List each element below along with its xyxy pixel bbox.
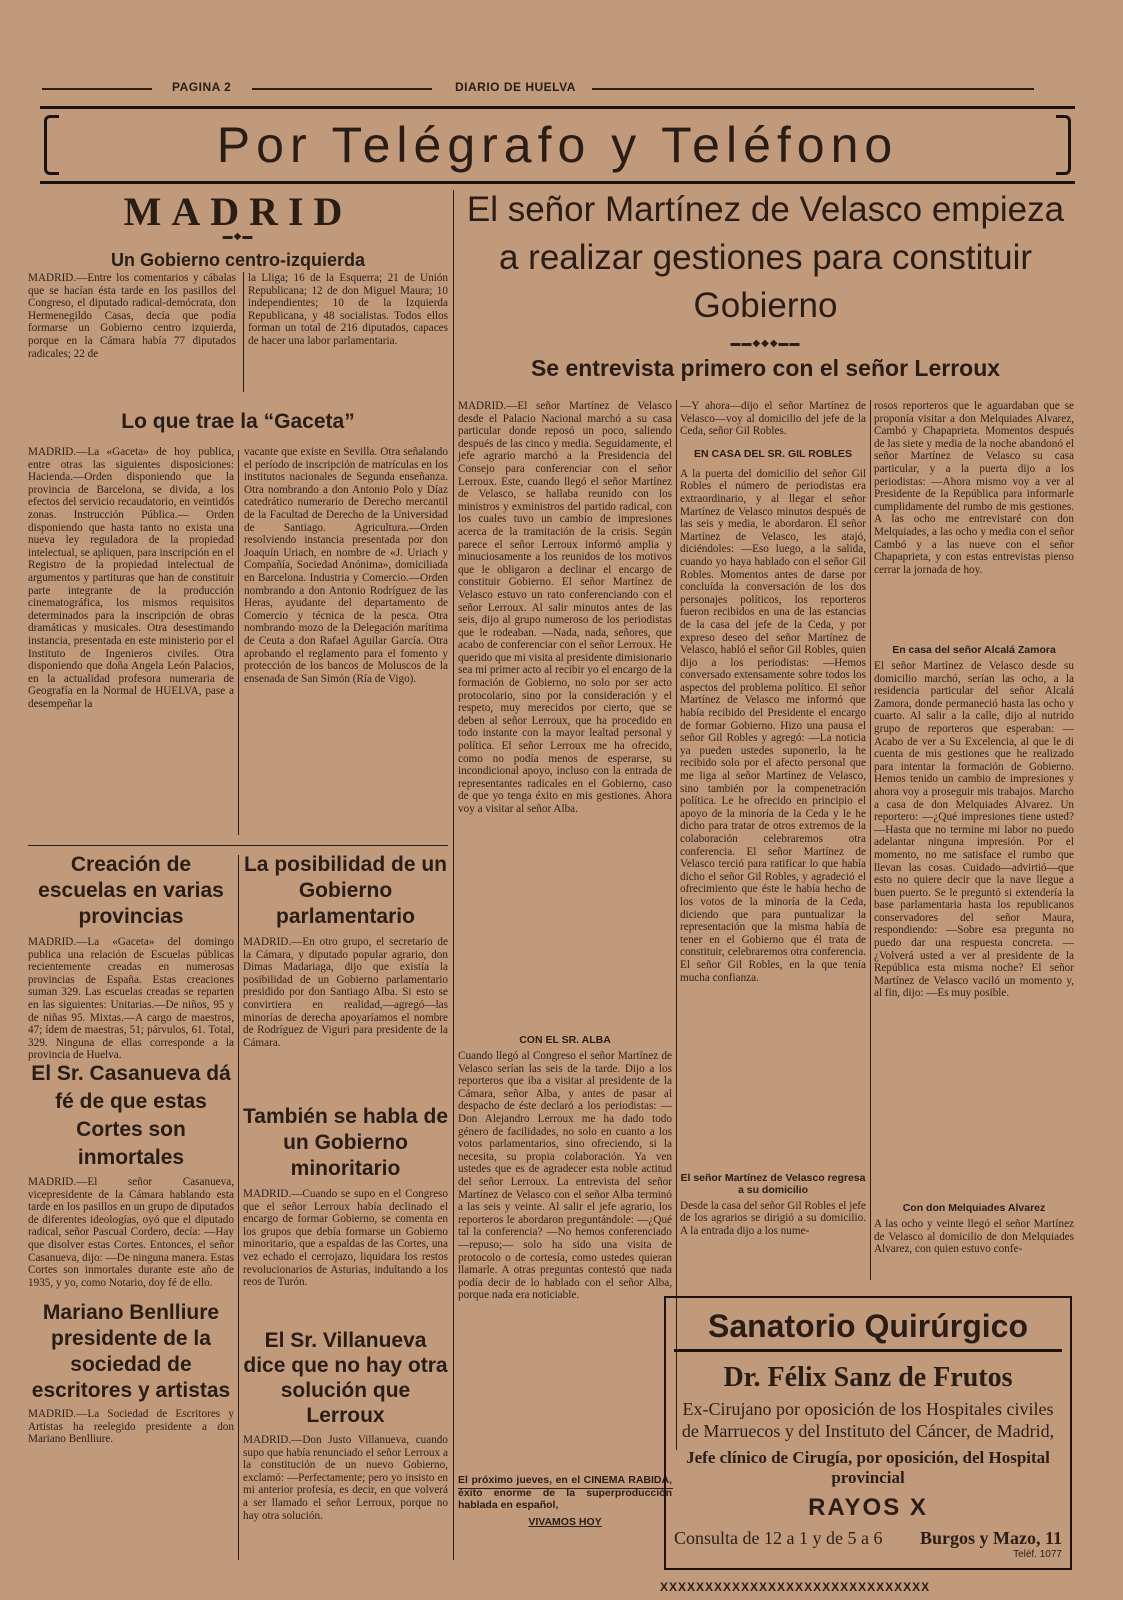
ad-xray: RAYOS X [808, 1494, 928, 1521]
a2-body-2: vacante que existe en Sevilla. Otra señalando el período de inscripción de matrículas en los institutos nacionales de Segunda enseñanza. Otra nombrando a don Antonio Polo y Díaz catedrático numerario de Derecho mercantil de la Facultad de Derecho de la Universidad de Santiago. Agricultura.—Orden resolviendo instancia presentada por don Joaquín Uriach, en nombre de «J. Uriach y Compañía, Sociedad Anónima», domiciliada en Barcelona. Industria y Comercio.—Orden nombrando a don Antonio Rodríguez de las Heras, ayudante del departamento de Comercio y técnica de la pesca. Otra nombrando mozo de la Delegación marítima de Ceuta a don Rafael Aguilar García. Otra aprobando el reglamento para el fomento y protección de los bancos de Moluscos de la ensenada de San Simón (Ría de Vigo). [244, 446, 448, 685]
main-col3b-body-wrap [874, 660, 1074, 1198]
brace-right-ornament [1056, 115, 1071, 175]
column-divider-main [453, 190, 454, 1560]
cinema-notice [458, 1474, 672, 1528]
ornament-divider: ▬◆▬ [222, 231, 254, 242]
main-subhead: Se entrevista primero con el señor Lerroux [530, 355, 1001, 381]
ornament-divider-main: ▬▬◆◆◆▬▬ [730, 338, 801, 349]
a2-col2 [244, 446, 448, 836]
main-col1b-body: Cuando llegó al Congreso el señor Martínez de Velasco serían las seis de la tarde. Dijo a los reporteros que iba a visitar al presidente de la Cámara, señor Alba, y antes de pasar al despacho de éste declaró a los periodistas: —Don Alejandro Lerroux me ha dado todo género de facilidades, no solo en cuanto a los votos parlamentarios, sino ofreciendo, si la necesita, su propia colaboración. Ya ven ustedes que es de agradecer esta noble actitud del señor Lerroux. La entrevista del señor Martínez de Velasco con el señor Alba terminó a las seis y veinte. Al salir el jefe agrario, los reporteros le abordaron preguntándole: —¿Qué tal la conferencia? —No hemos conferenciado—repuso;— solo ha sido una visita de protocolo o de cortesía, como ustedes quieran llamarle. A otras preguntas contestó que nada podía decir de lo hablado con el señor Alba, porque nada era noticiable. [458, 1050, 672, 1302]
villanueva-body-wrap [243, 1434, 448, 1554]
column-divider-left-bottom [238, 855, 239, 1560]
benlliure-title: Mariano Benlliure presidente de la sociedad de escritores y artistas [31, 1301, 231, 1402]
a1-body-2: la Lliga; 16 de la Esquerra; 21 de Unión Republicana; 12 de don Miguel Maura; 10 independientes; 10 de la Izquierda Republicana, y 48 socialistas. Todos ellos forman un total de 216 diputados, capaces de hacer una labor parlamentaria. [248, 272, 448, 347]
parlamentario-body-wrap [243, 936, 448, 1096]
ad-line-1: Ex-Cirujano por oposición de los Hospitales civiles [682, 1399, 1054, 1419]
escuelas-body: MADRID.—La «Gaceta» del domingo publica una relación de Escuelas públicas recientemente creadas en numerosas provincias de España. Estas creaciones suman 329. Las escuelas creadas se reparten en las siguientes: Unitarias.—De niños, 95 y de niñas 95. Mixtas.—A cargo de maestros, 47; ídem de maestras, 51; párvulos, 61. Total, 329. Ninguna de ellas corresponde a la provincia de Huelva. [28, 936, 234, 1062]
main-col-3 [874, 400, 1074, 1286]
minoritario-title: También se habla de un Gobierno minoritario [243, 1105, 449, 1180]
main-col-1 [458, 400, 672, 1566]
page-number: PAGINA 2 [172, 80, 232, 94]
a2-title: Lo que trae la “Gaceta” [121, 410, 355, 433]
ad-hours: Consulta de 12 a 1 y de 5 a 6 [674, 1528, 883, 1548]
main-col3c-body: A las ocho y veinte llegó el señor Martínez de Velasco al domicilio de don Melquiades Alvarez, con quien estuvo confe- [874, 1218, 1074, 1256]
header-rule-right [592, 88, 1034, 90]
column-divider-gaceta [238, 450, 239, 835]
a2-col1 [28, 446, 234, 836]
a2-body-1: MADRID.—La «Gaceta» de hoy publica, entre otras las siguientes disposiciones: Hacienda.—Orden disponiendo que la provincia de Barcelona, se divida, a los efectos del servicio recaudatorio, en veintidós zonas. Instrucción Pública.— Orden disponiendo que hasta tanto no exista una nueva ley reguladora de la propiedad intelectual, se apliquen, para inscripción en el Registro de la propiedad intelectual de argumentos y partituras que han de constituir parte integrante de la producción cinematográfica, los mismos requisitos determinados para la inscripción de obras dramáticas y musicales. Otra desestimando instancia, presentada en este ministerio por el Instituto de Ingenieros civiles. Otra disponiendo que doña Angela León Palacios, en la actualidad profesora numeraria de Geografía en la Normal de HUELVA, pase a desempeñar la [28, 446, 234, 710]
main-col1-body: MADRID.—El señor Martínez de Velasco desde el Palacio Nacional marchó a su casa particular donde reposó un poco, saliendo después de las cinco y media. Seguidamente, el jefe agrario marchó a la Presidencia del Consejo para conferenciar con el señor Lerroux. Este, cuando llegó el señor Martínez de Velasco, se hallaba reunido con los ministros y exministros del partido radical, con los cuales tuvo un cambio de impresiones acerca de la tramitación de la crisis. Según parece el señor Lerroux informó amplia y minuciosamente a los reunidos de los motivos que le obligaron a declinar el encargo de constituir Gobierno. El señor Martínez de Velasco estuvo un rato conferenciando con el señor Lerroux. Al salir minutos antes de las seis, dijo al grupo numeroso de los periodistas que le rodeaban. —Nada, nada, señores, que acabo de conferenciar con el señor Lerroux. He querido que mi visita al presidente dimisionario sea mi primer acto al recibir yo el encargo de la formación de Gobierno, no solo por ser acto protocolario, sino por la consideración y el respeto, muy merecidos por cierto, que se deben al señor Lerroux, que ha procedido en todo instante con la mayor lealtad personal y política. El señor Lerroux me ha ofrecido, como no podía menos de esperarse, su incondicional apoyo, incluso con la entrada de representantes radicales en el Gobierno, caso de que yo tenga éxito en mis gestiones. Ahora voy a visitar al señor Alba. [458, 400, 672, 815]
column-divider-a1 [243, 272, 244, 392]
left-bottom-col-a [28, 852, 234, 1562]
parlamentario-title: La posibilidad de un Gobierno parlamentario [243, 853, 447, 928]
madrid-title: MADRID [123, 189, 353, 234]
main-col2b-body: Desde la casa del señor Gil Robles el jefe de los agrarios se dirigió a su domicilio. A la entrada dijo a los nume- [680, 1199, 866, 1237]
main-headline: El señor Martínez de Velasco empieza a realizar gestiones para constituir Gobierno [466, 190, 1065, 325]
x-ornament-row: XXXXXXXXXXXXXXXXXXXXXXXXXXXXXX [660, 1580, 931, 1594]
a1-col2 [248, 272, 448, 398]
main-col3b-body: El señor Martínez de Velasco desde su domicilio marchó, serían las ocho, a la residencia particular del señor Alcalá Zamora, donde permaneció hasta las ocho y cuarto. Al salir a la calle, dijo al nutrido grupo de reporteros que esperaban: —Acabo de ver a Su Excelencia, al que le di cuenta de mis gestiones que he realizado para intentar la formación de Gobierno. Hemos tenido un cambio de impresiones y ahora voy a proseguir mis trabajos. Marcho a casa de don Melquiades Alvarez. Un reportero: —¿Qué impresiones tiene usted? —Hasta que no termine mi labor no puedo adelantar ninguna impresión. Por el momento, no me satisface el rumbo que llevan las cosas. Cuidado—advirtió—que esto no quiere decir que la nave llegue a buen puerto. Se le preguntó si extendería la base parlamentaria hasta los republicanos conservadores del señor Maura, respondiendo: —Sobre esa pregunta no puedo dar una respuesta concreta. —¿Volverá usted a ver al presidente de la República esta misma noche? El señor Martínez de Velasco vaciló un momento y, al fin, dijo: —Es muy posible. [874, 660, 1074, 1000]
escuelas-body-wrap [28, 936, 234, 1062]
melquiades-subhead: Con don Melquiades Alvarez [902, 1202, 1046, 1214]
column-divider-main-1 [676, 400, 677, 1450]
main-header [458, 186, 1073, 382]
column-divider-main-2 [870, 400, 871, 1280]
ad-footer [674, 1528, 1062, 1549]
a1-body-1: MADRID.—Entre los comentarios y cábalas que se hacían ésta tarde en los pasillos del Congreso, el diputado radical-demócrata, don Hermenegildo Casas, decía que podía formarse un Gobierno centro izquierda, porque en la Cámara había 77 diputados radicales; 22 de [28, 272, 236, 360]
newspaper-name: DIARIO DE HUELVA [455, 80, 576, 94]
a1-col1 [28, 272, 236, 398]
main-col3-body-wrap [874, 400, 1074, 640]
casanueva-body-wrap [28, 1176, 234, 1294]
ad-line-3: Jefe clínico de Cirugía, por oposición, del Hospital provincial [686, 1448, 1050, 1487]
main-col2-body: A la puerta del domicilio del señor Gil Robles el número de periodistas era extraordinario, y al llegar el señor Martínez de Velasco minutos después de las seis y media, le abordaron. El señor Martínez de Velasco, les atajó, diciéndoles: —Eso luego, a la salida, cuando yo haya hablado con el señor Gil Robles. Momentos antes de darse por concluída la conversación de los dos personajes políticos, los reporteros fueron recibidos en una de las estancias de la casa del jefe de la Ceda, y por expreso deseo del señor Martínez de Velasco, habló el señor Gil Robles, quien dijo a los periodistas: —Hemos conversado extensamente sobre todos los aspectos del problema político. El señor Martínez de Velasco me informó que había recibido del Presidente el encargo de formar Gobierno. Hizo una pausa el señor Gil Robles y agregó: —La noticia ya pueden ustedes suponerlo, la he recibido solo por el afecto personal que me liga al señor Martínez de Velasco, sino también por la compenetración política. Le he ofrecido en principio el apoyo de la minoría de la Ceda y le he dicho para tratar de otros extremos de la colaboración celebraremos otra conferencia. El señor Martínez de Velasco terció para ratificar lo que había dicho el señor Gil Robles, y agradeció el ofrecimiento que éste le había hecho de los votos de la minoría de la Ceda, diciendo que para puntualizar la representación que la misma había de tener en el Gobierno que él trata de constituir, celebraremos otra conferencia. El señor Gil Robles, en la que tenía mucha confianza. [680, 467, 866, 984]
header-rule-left [42, 88, 152, 90]
section-divider-left [28, 845, 448, 846]
parlamentario-body: MADRID.—En otro grupo, el secretario de la Cámara, y diputado popular agrario, don Dimas Madariaga, dijo que existía la posibilidad de un Gobierno parlamentario presidido por don Santiago Alba. Si esto se convirtiera en realidad,—agregó—las minorías de derecha apoyaríamos el nombre de Rodríguez de Viguri para presidente de la Cámara. [243, 936, 448, 1049]
ad-title: Sanatorio Quirúrgico [674, 1308, 1062, 1352]
ad-doctor: Dr. Félix Sanz de Frutos [723, 1362, 1013, 1393]
gil-robles-subhead: EN CASA DEL SR. GIL ROBLES [694, 447, 852, 460]
main-col1b-body-wrap [458, 1050, 672, 1466]
main-col2-body-wrap [680, 468, 866, 1168]
escuelas-title: Creación de escuelas en varias provincias [38, 853, 224, 928]
header-rule-middle [252, 88, 432, 90]
cinema-text: El próximo jueves, en el CINEMA RABIDA, éxito enorme de la superproducción hablada en español, [458, 1474, 672, 1512]
left-bottom-col-b [243, 852, 448, 1562]
main-col1-body-wrap [458, 400, 672, 1030]
cinema-title: VIVAMOS HOY [528, 1515, 602, 1528]
alcala-zamora-subhead: En casa del señor Alcalá Zamora [892, 644, 1056, 656]
alba-subhead: CON EL SR. ALBA [519, 1034, 611, 1046]
domicilio-subhead: El señor Martínez de Velasco regresa a su domicilio [680, 1171, 866, 1196]
ad-address: Burgos y Mazo, 11 [920, 1528, 1062, 1548]
minoritario-body-wrap [243, 1188, 448, 1320]
a2-header [28, 410, 448, 434]
main-col2a-body: —Y ahora—dijo el señor Martínez de Velasco—voy al domicilio del jefe de la Ceda, señor Gil Robles. [680, 400, 866, 438]
casanueva-title: El Sr. Casanueva dá fé de que estas Cortes son inmortales [31, 1062, 231, 1169]
main-col-2 [680, 400, 866, 1280]
villanueva-title: El Sr. Villanueva dice que no hay otra solución que Lerroux [243, 1329, 448, 1427]
villanueva-body: MADRID.—Don Justo Villanueva, cuando supo que había renunciado el señor Lerroux a la constitución de un nuevo Gobierno, exclamó: —Perfectamente; pero yo insisto en mi anterior profesía, es decir, en que volverá a ser llamado el señor Lerroux, porque no hay otra solución. [243, 1434, 448, 1522]
section-banner [40, 106, 1075, 184]
ad-tel: Teléf. 1077 [1013, 1549, 1062, 1560]
a1-title: Un Gobierno centro-izquierda [110, 250, 365, 270]
banner-title: Por Telégrafo y Teléfono [216, 117, 899, 173]
main-col3-body: rosos reporteros que le aguardaban que se proponía visitar a don Melquiades Alvarez, Cambó y Chapaprieta. Momentos después de las siete y media de la noche abandonó el señor Martínez de Velasco su casa particular, y a la puerta dijo a los periodistas: —Ahora mismo voy a ver al Presidente de la República para informarle cumplidamente del rumbo de mis gestiones. A las ocho me entrevistaré con don Melquiades, a las ocho y media con el señor Cambó y a las nueve con el señor Chapaprieta, y con estas entrevistas pienso cerrar la jornada de hoy. [874, 400, 1074, 576]
madrid-section [28, 188, 448, 271]
casanueva-body: MADRID.—El señor Casanueva, vicepresidente de la Cámara hablando esta tarde en los pasillos en un grupo de diputados de diferentes ideologías, oyó que el diputado radical, señor Pascual Cordero, decía: —Hay que disolver estas Cortes. Entonces, el señor Casanueva, dijo: —De ninguna manera. Estas Cortes son inmortales durante este año de 1935, y yo, como Notario, doy fé de ello. [28, 1176, 234, 1289]
sanatorio-advertisement [664, 1296, 1072, 1570]
ad-line-2: de Marruecos y del Instituto del Cáncer, de Madrid, [681, 1421, 1055, 1441]
minoritario-body: MADRID.—Cuando se supo en el Congreso que el señor Lerroux había declinado el encargo de formar Gobierno, se comenta en los grupos que debía formarse un Gobierno minoritario, que a espaldas de las Cortes, una vez echado el cerrojazo, liquidara los restos revolucionarios de Asturias, indultando a los reos de Turón. [243, 1188, 448, 1289]
benlliure-body: MADRID.—La Sociedad de Escritores y Artistas ha reelegido presidente a don Mariano Benlliure. [28, 1408, 234, 1446]
brace-left-ornament [44, 115, 59, 175]
benlliure-body-wrap [28, 1408, 234, 1446]
